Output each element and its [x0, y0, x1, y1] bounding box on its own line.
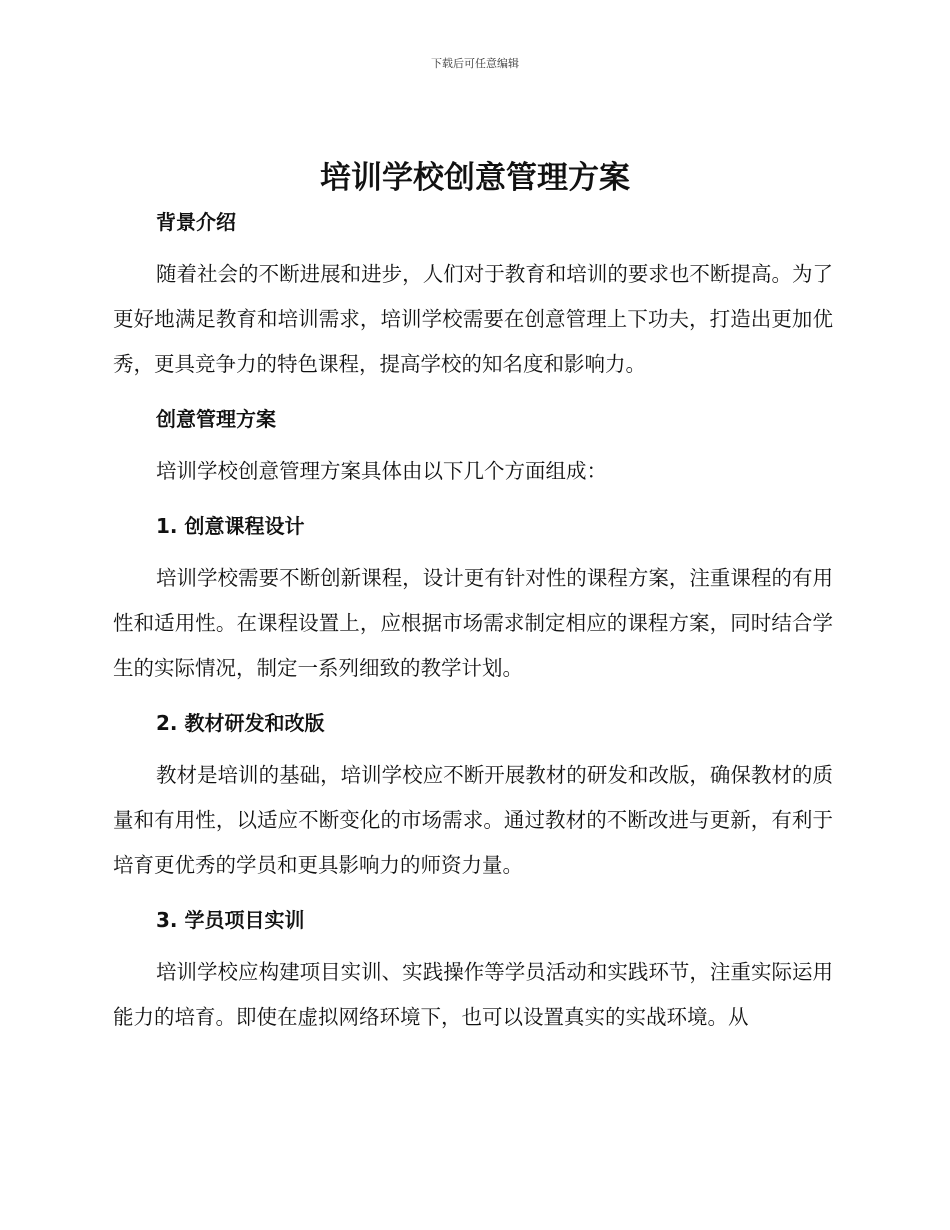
section-heading-course-design: 1. 创意课程设计 — [156, 514, 305, 538]
paragraph-training: 培训学校应构建项目实训、实践操作等学员活动和实践环节，注重实际运用能力的培育。即使在虚拟网络环境下，也可以设置真实的实战环境。从 — [113, 960, 833, 1029]
header-note: 下载后可任意编辑 — [431, 57, 519, 70]
section-heading-background: 背景介绍 — [156, 210, 236, 234]
section-heading-plan: 创意管理方案 — [156, 407, 276, 431]
document-title: 培训学校创意管理方案 — [320, 160, 630, 196]
paragraph-course-design: 培训学校需要不断创新课程，设计更有针对性的课程方案，注重课程的有用性和适用性。在课程设置上，应根据市场需求制定相应的课程方案，同时结合学生的实际情况，制定一系列细致的教学计划。 — [113, 566, 833, 680]
paragraph-plan: 培训学校创意管理方案具体由以下几个方面组成： — [156, 459, 607, 483]
document-body — [113, 204, 833, 1040]
section-heading-materials: 2. 教材研发和改版 — [156, 711, 325, 735]
section-heading-training: 3. 学员项目实训 — [156, 908, 305, 932]
paragraph-materials: 教材是培训的基础，培训学校应不断开展教材的研发和改版，确保教材的质量和有用性，以适应不断变化的市场需求。通过教材的不断改进与更新，有利于培育更优秀的学员和更具影响力的师资力量。 — [113, 763, 833, 877]
paragraph-background: 随着社会的不断进展和进步，人们对于教育和培训的要求也不断提高。为了更好地满足教育和培训需求，培训学校需要在创意管理上下功夫，打造出更加优秀，更具竞争力的特色课程，提高学校的知名度和影响力。 — [113, 262, 833, 376]
